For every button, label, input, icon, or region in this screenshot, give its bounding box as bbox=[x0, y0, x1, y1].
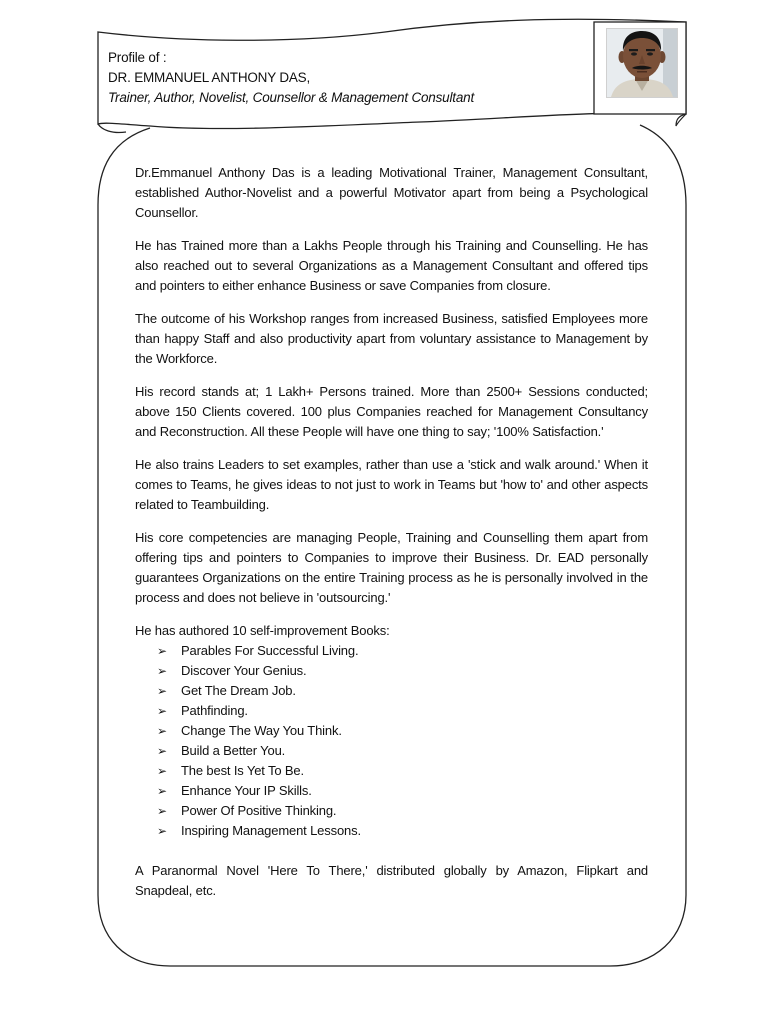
book-title: Enhance Your IP Skills. bbox=[181, 783, 312, 798]
list-item bbox=[135, 801, 648, 821]
paragraph-competencies: His core competencies are managing People, Training and Counselling them apart from offering tips and pointers to Companies to improve their Business. Dr. EAD personally guarantees Organizations on the entire Training process as he is personally involved in the process and does not believe in 'outsourcing.' bbox=[135, 530, 648, 605]
list-item bbox=[135, 761, 648, 781]
list-item bbox=[135, 721, 648, 741]
books-list bbox=[135, 641, 648, 841]
arrow-bullet-icon: ➢ bbox=[157, 744, 167, 758]
arrow-bullet-icon: ➢ bbox=[157, 784, 167, 798]
banner-curl-left bbox=[98, 124, 126, 133]
book-title: Discover Your Genius. bbox=[181, 663, 307, 678]
books-intro: He has authored 10 self-improvement Books: bbox=[135, 623, 390, 638]
book-title: Power Of Positive Thinking. bbox=[181, 803, 337, 818]
book-title: Inspiring Management Lessons. bbox=[181, 823, 361, 838]
list-item bbox=[135, 641, 648, 661]
list-item bbox=[135, 741, 648, 761]
arrow-bullet-icon: ➢ bbox=[157, 684, 167, 698]
arrow-bullet-icon: ➢ bbox=[157, 724, 167, 738]
list-item bbox=[135, 821, 648, 841]
profile-label: Profile of : bbox=[108, 50, 167, 65]
paragraph-novel: A Paranormal Novel 'Here To There,' distributed globally by Amazon, Flipkart and Snapdeal, etc. bbox=[135, 863, 648, 898]
arrow-bullet-icon: ➢ bbox=[157, 804, 167, 818]
list-item bbox=[135, 661, 648, 681]
profile-role: Trainer, Author, Novelist, Counsellor & Management Consultant bbox=[108, 90, 474, 105]
arrow-bullet-icon: ➢ bbox=[157, 644, 167, 658]
paragraph-outcome: The outcome of his Workshop ranges from increased Business, satisfied Employees more than happy Staff and also productivity apart from voluntary assistance to Management by the Workforce. bbox=[135, 311, 648, 366]
book-title: Get The Dream Job. bbox=[181, 683, 296, 698]
arrow-bullet-icon: ➢ bbox=[157, 704, 167, 718]
arrow-bullet-icon: ➢ bbox=[157, 664, 167, 678]
book-title: Build a Better You. bbox=[181, 743, 286, 758]
book-title: Change The Way You Think. bbox=[181, 723, 342, 738]
list-item bbox=[135, 781, 648, 801]
book-title: Parables For Successful Living. bbox=[181, 643, 359, 658]
profile-body bbox=[135, 163, 648, 914]
paragraph-leaders: He also trains Leaders to set examples, rather than use a 'stick and walk around.' When it comes to Teams, he gives ideas to not just to work in Teams but 'how to' and other aspects related to Teambuilding. bbox=[135, 457, 648, 512]
paragraph-intro: Dr.Emmanuel Anthony Das is a leading Motivational Trainer, Management Consultant, established Author-Novelist and a powerful Motivator apart from being a Psychological Counsellor. bbox=[135, 165, 648, 220]
list-item bbox=[135, 701, 648, 721]
list-item bbox=[135, 681, 648, 701]
profile-header bbox=[108, 48, 578, 108]
banner-curl-right bbox=[676, 114, 686, 126]
book-title: The best Is Yet To Be. bbox=[181, 763, 304, 778]
arrow-bullet-icon: ➢ bbox=[157, 824, 167, 838]
portrait-photo bbox=[606, 28, 678, 98]
paragraph-record: His record stands at; 1 Lakh+ Persons trained. More than 2500+ Sessions conducted; above 150 Clients covered. 100 plus Companies reached for Management Consultancy and Reconstruction. All these People will have one thing to say; '100% Satisfaction.' bbox=[135, 384, 648, 439]
book-title: Pathfinding. bbox=[181, 703, 248, 718]
arrow-bullet-icon: ➢ bbox=[157, 764, 167, 778]
paragraph-training: He has Trained more than a Lakhs People through his Training and Counselling. He has also reached out to several Organizations as a Management Consultant and offered tips and pointers to either enhance Business or save Companies from closure. bbox=[135, 238, 648, 293]
profile-name: DR. EMMANUEL ANTHONY DAS, bbox=[108, 70, 311, 85]
